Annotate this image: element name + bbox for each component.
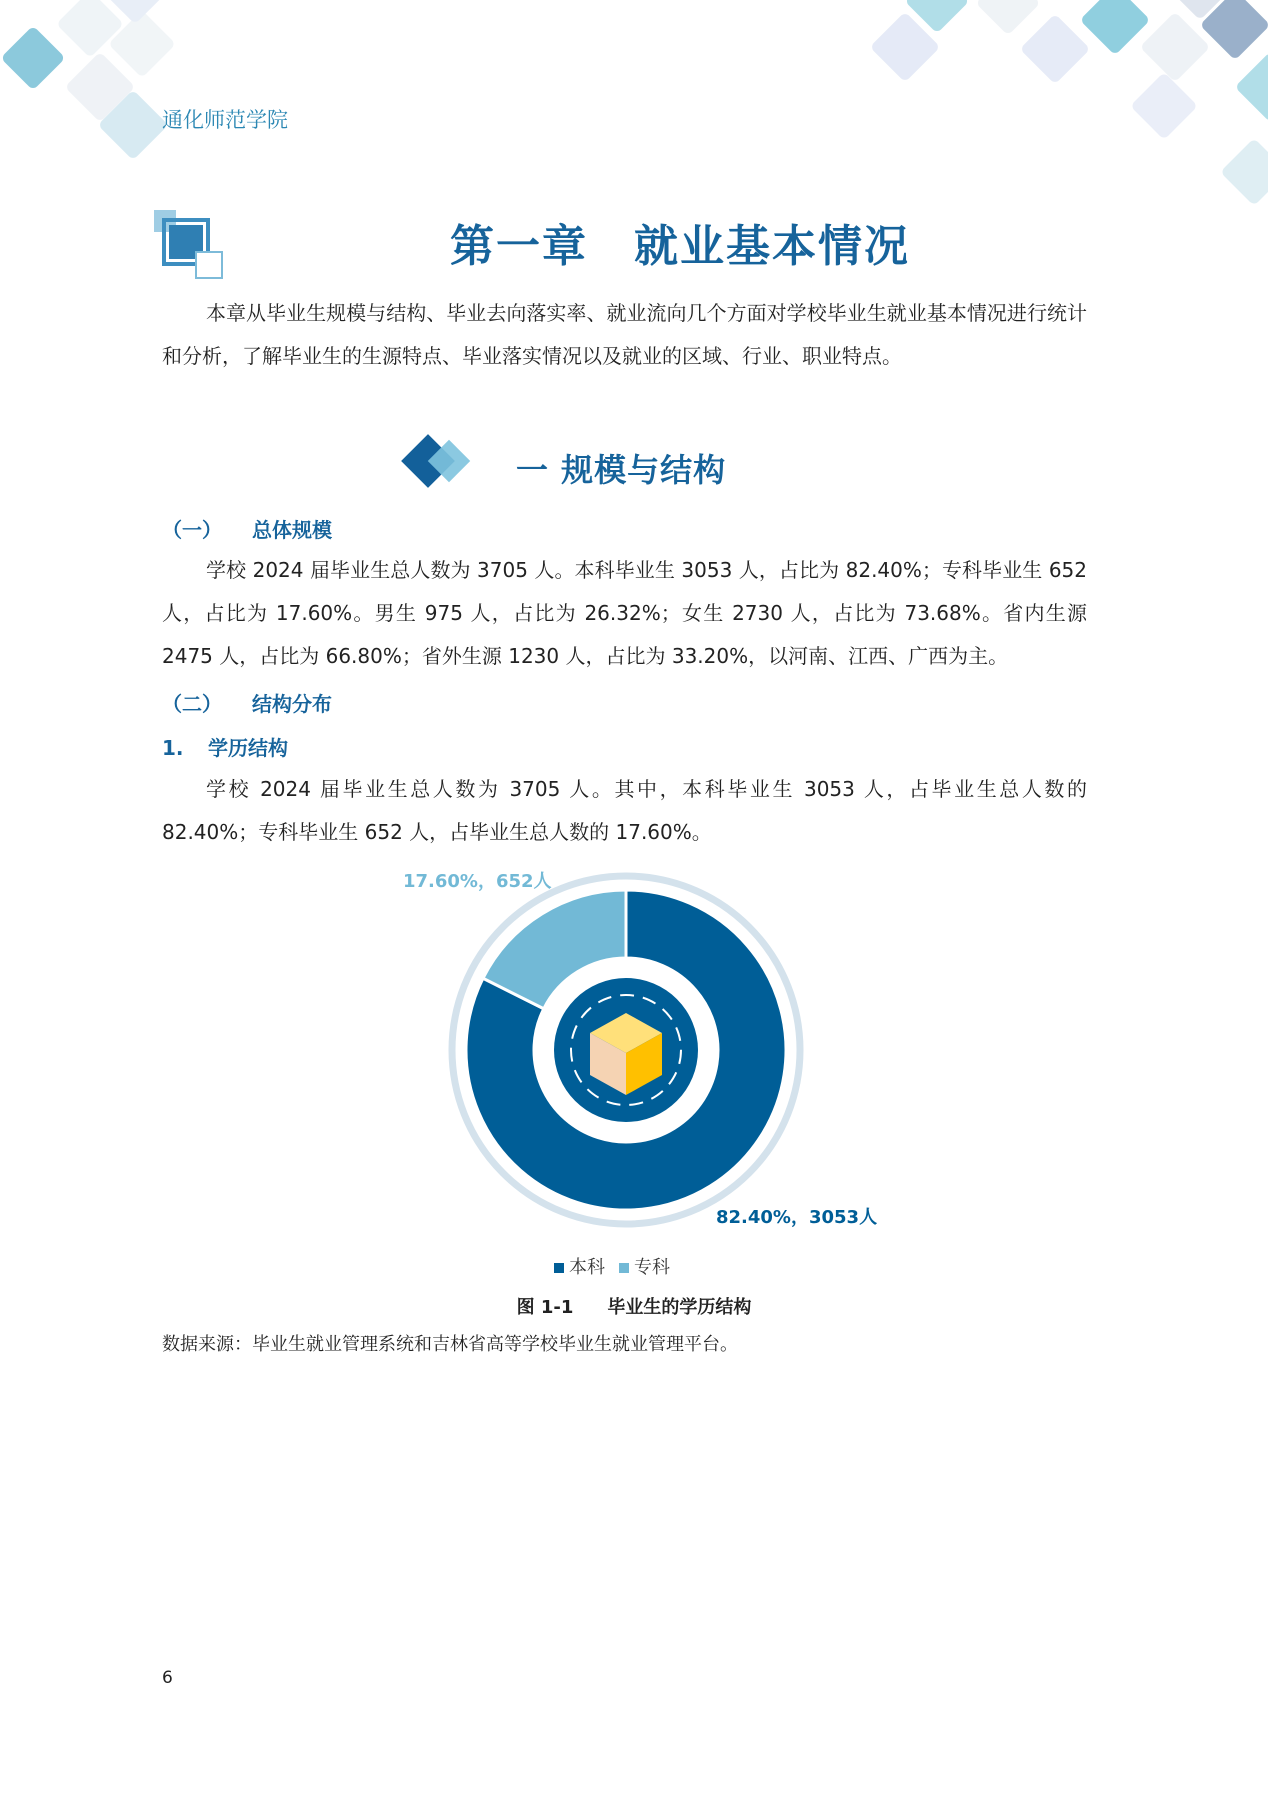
subsection-number: （二）: [162, 692, 222, 716]
legend-label-zhuanke: 专科: [634, 1257, 670, 1278]
chapter-intro: 本章从毕业生规模与结构、毕业去向落实率、就业流向几个方面对学校毕业生就业基本情况进行统计和分析，了解毕业生的生源特点、毕业落实情况以及就业的区域、行业、职业特点。: [162, 301, 1087, 368]
subsection-heading-structure: [162, 688, 332, 717]
chapter-icon: [154, 210, 224, 290]
subsection-title: 结构分布: [252, 692, 332, 716]
subsection-title: 总体规模: [252, 518, 332, 542]
figure-title: 毕业生的学历结构: [607, 1297, 752, 1318]
data-source-note: 数据来源：毕业生就业管理系统和吉林省高等学校毕业生就业管理平台。: [162, 1334, 738, 1355]
figure-caption: [0, 1293, 1268, 1319]
education-structure-paragraph: 学校 2024 届毕业生总人数为 3705 人。其中，本科毕业生 3053 人，占毕业生总人数的 82.40%；专科毕业生 652 人，占毕业生总人数的 17.60%。: [162, 777, 1087, 844]
chart-legend: [554, 1257, 670, 1278]
donut-chart-svg: [380, 855, 900, 1285]
legend-label-benke: 本科: [569, 1257, 605, 1278]
legend-swatch-zhuanke: [619, 1263, 629, 1273]
subsection-heading-overall: [162, 514, 332, 543]
slice-label-zhuanke: 17.60%，652人: [403, 871, 552, 892]
item-title: 学历结构: [208, 736, 288, 760]
item-heading-education: [162, 732, 288, 761]
item-number: 1.: [162, 736, 184, 760]
section-title: 一 规模与结构: [516, 451, 727, 489]
chapter-title: 第一章 就业基本情况: [450, 221, 910, 272]
subsection-number: （一）: [162, 518, 222, 542]
legend-swatch-benke: [554, 1263, 564, 1273]
slice-label-benke: 82.40%，3053人: [716, 1207, 878, 1228]
header-school-name: 通化师范学院: [162, 108, 288, 132]
overall-scale-paragraph: 学校 2024 届毕业生总人数为 3705 人。本科毕业生 3053 人，占比为 82.40%；专科毕业生 652 人，占比为 17.60%。男生 975 人，占比为 26.32%；女生 2730 人，占比为 73.68%。省内生源 2475 人，占比为 66.80%；省外生源 1230 人，占比为 33.20%，以河南、江西、广西为主。: [162, 558, 1087, 668]
education-donut-chart: [380, 855, 900, 1289]
figure-number: 图 1-1: [516, 1297, 574, 1318]
page-number: 6: [162, 1668, 173, 1688]
